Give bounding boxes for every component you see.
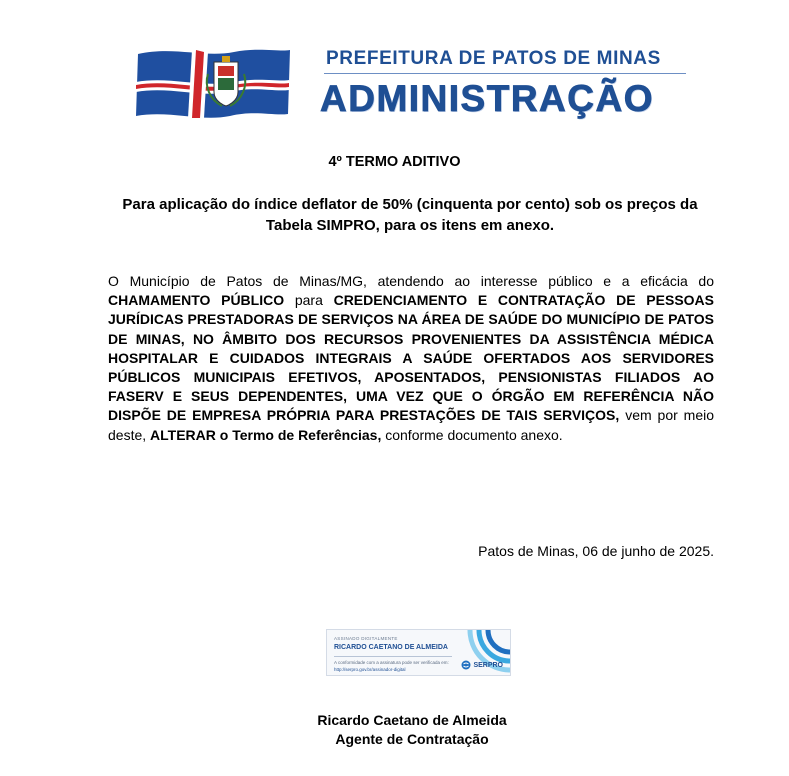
letterhead — [134, 42, 699, 122]
digital-signature-stamp — [326, 629, 511, 676]
municipal-flag-icon — [134, 44, 292, 120]
stamp-verification-url: http://serpro.gov.br/assinador-digital — [334, 667, 406, 672]
body-call-label: CHAMAMENTO PÚBLICO — [108, 292, 285, 309]
stamp-divider — [334, 656, 452, 657]
document-title: 4º TERMO ADITIVO — [328, 154, 461, 170]
stamp-tag: ASSINADO DIGITALMENTE — [334, 636, 398, 641]
serpro-logo — [461, 659, 503, 671]
document-subject: Para aplicação do índice deflator de 50% (cinquenta por cento) sob os preços da Tabela SIMPRO, para os itens em anexo. — [122, 196, 698, 234]
stamp-signer-name: RICARDO CAETANO DE ALMEIDA — [334, 644, 448, 651]
body-ending: conforme documento anexo. — [381, 426, 563, 443]
header-divider — [324, 73, 686, 74]
serpro-logo-text: SERPRO — [473, 661, 503, 669]
organization-name: PREFEITURA DE PATOS DE MINAS — [326, 48, 661, 69]
body-para: para — [284, 292, 334, 309]
serpro-icon — [461, 660, 471, 670]
body-action: ALTERAR o Termo de Referências, — [150, 426, 382, 443]
place-date: Patos de Minas, 06 de junho de 2025. — [478, 543, 714, 559]
body-middle: vem por meio deste, — [108, 407, 714, 443]
signer-role: Agente de Contratação — [335, 731, 489, 747]
signer-name: Ricardo Caetano de Almeida — [317, 712, 507, 728]
stamp-verification-note: A conformidade com a assinatura pode ser verificada em: — [334, 660, 449, 665]
document-body — [108, 272, 714, 445]
department-name: ADMINISTRAÇÃO — [320, 78, 654, 119]
body-intro: O Município de Patos de Minas/MG, atendendo ao interesse público e a eficácia do — [108, 273, 714, 289]
body-object: CREDENCIAMENTO E CONTRATAÇÃO DE PESSOAS JURÍDICAS PRESTADORAS DE SERVIÇOS NA ÁREA DE SAÚDE DO MUNICÍPIO DE PATOS DE MINAS, NO ÂMBITO DOS RECURSOS PROVENIENTES DA ASSISTÊNCIA MÉDICA HOSPITALAR E CUIDADOS INTEGRAIS A SAÚDE OFERTADOS AOS SERVIDORES PÚBLICOS MUNICIPAIS EFETIVOS, APOSENTADOS, PENSIONISTAS FILIADOS AO FASERV E SEUS DEPENDENTES, UMA VEZ QUE O ÓRGÃO EM REFERÊNCIA NÃO DISPÕE DE EMPRESA PRÓPRIA PARA PRESTAÇÕES DE TAIS SERVIÇOS, — [108, 292, 715, 424]
